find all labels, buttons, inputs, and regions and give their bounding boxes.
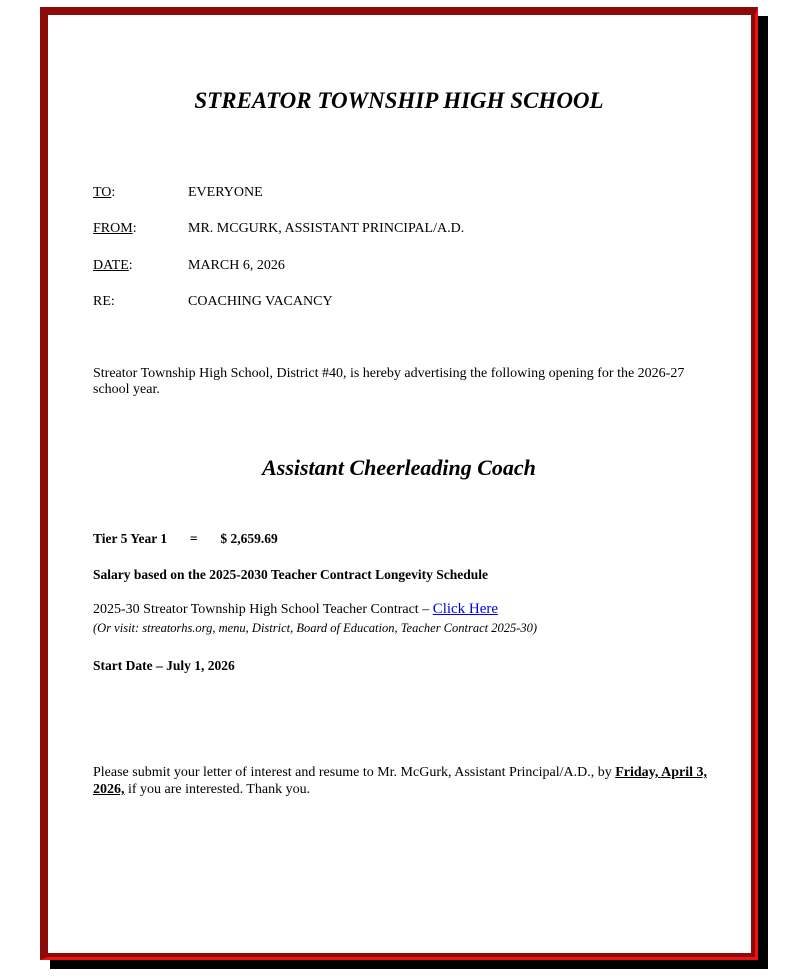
date-label: DATE: [93, 258, 133, 273]
salary-note: Salary based on the 2025-2030 Teacher Contract Longevity Schedule [93, 567, 489, 582]
visit-note: (Or visit: streatorhs.org, menu, District, Board of Education, Teacher Contract 2025-30) [93, 621, 538, 635]
document-frame [40, 7, 758, 960]
contract-text: 2025-30 Streator Township High School Teacher Contract – [93, 602, 433, 617]
contract-line [93, 601, 498, 618]
tier-label: Tier 5 Year 1 [93, 531, 168, 546]
date-value: MARCH 6, 2026 [188, 258, 285, 273]
school-title: STREATOR TOWNSHIP HIGH SCHOOL [194, 88, 604, 113]
from-value: MR. MCGURK, ASSISTANT PRINCIPAL/A.D. [188, 221, 465, 236]
re-label: RE: [93, 294, 115, 309]
to-value: EVERYONE [188, 185, 263, 200]
from-label: FROM: [93, 221, 137, 236]
tier-equals: = [189, 531, 198, 546]
submission-paragraph [93, 764, 707, 798]
to-label: TO: [93, 185, 116, 200]
start-date: Start Date – July 1, 2026 [93, 658, 235, 673]
deadline: Friday, April 3, 2026, [93, 765, 707, 797]
position-title: Assistant Cheerleading Coach [262, 455, 536, 480]
tier-line [93, 531, 278, 547]
re-value: COACHING VACANCY [188, 294, 333, 309]
salary-amount: $ 2,659.69 [220, 531, 278, 546]
contract-link[interactable]: Click Here [432, 601, 499, 617]
intro-paragraph: Streator Township High School, District #40, is hereby advertising the following opening for the 2026-27 school year. [93, 366, 685, 397]
submission-text: Please submit your letter of interest and resume to Mr. McGurk, Assistant Principal/A.D., by [93, 765, 616, 780]
submission-closing: if you are interested. Thank you. [124, 782, 311, 797]
